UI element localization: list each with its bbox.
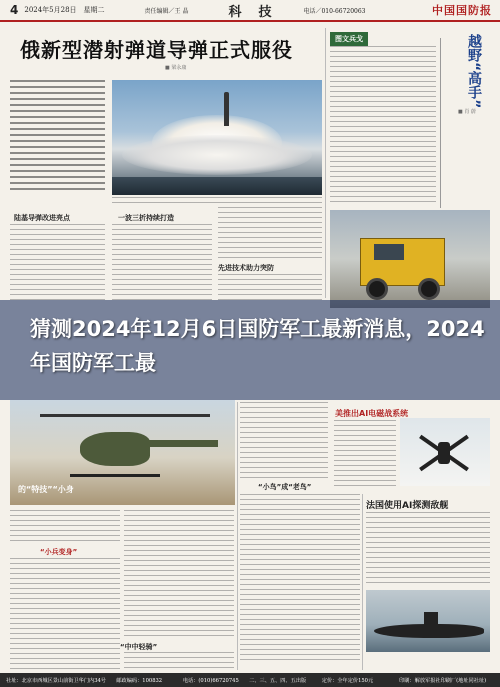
subhead-3: 先进技术助力突防	[218, 264, 274, 272]
lower-text-col-mid	[240, 402, 328, 478]
lower-left-text	[10, 510, 120, 544]
page-header	[0, 0, 500, 22]
drone-photo	[400, 418, 490, 486]
lower-text-col-mid2	[240, 494, 360, 664]
section-name: 科 技	[228, 4, 274, 20]
main-byline: ■ 梁永康	[165, 65, 187, 71]
paper-logo: 中国国防报	[432, 4, 492, 17]
body-text-col-3a	[218, 207, 322, 259]
subhead-1: 陆基导弹改进亮点	[14, 214, 70, 222]
banner-title: 猜测2024年12月6日国防军工最新消息，2024年国防军工最	[30, 317, 485, 375]
submarine-photo	[366, 590, 490, 652]
lower-center-text	[124, 510, 234, 638]
phone-number: 电话／010-66720063	[303, 7, 366, 15]
truck-photo	[330, 210, 490, 308]
photo-caption	[112, 197, 322, 205]
page-footer: 社址：北京市西城区景山前街卫华门内34号 邮政编码：100832 电话：(010)66720745 二、三、五、四、五出版 定价：全年定价150元 印刷：解放军报社印刷厂(地址同社址)	[0, 673, 500, 687]
body-text-col-2	[112, 224, 212, 300]
subhead-zhongqing: “中中轻骑”	[120, 643, 158, 651]
missile-launch-photo	[112, 80, 322, 195]
page-number: 4	[10, 3, 19, 17]
lower-left-text-2	[10, 558, 120, 670]
subhead-2: 一波三折持续打造	[118, 214, 174, 222]
right-text-col	[334, 420, 396, 490]
lower-center-text-2	[124, 652, 234, 670]
right-text-col-2	[366, 512, 490, 586]
helicopter-caption: 的“特技”“小身	[18, 485, 74, 494]
intro-column	[10, 80, 105, 210]
subhead-xiaoniao: “小鸟”成“老鸟”	[258, 483, 312, 491]
right-title-2: 法国使用AI探测敌舰	[366, 501, 449, 511]
body-text-col-1	[10, 224, 105, 300]
intro-text-block	[10, 80, 105, 190]
right-red-title: 美推出AI电磁战系统	[335, 409, 409, 418]
column-author: ■ 肖 蔚	[458, 109, 476, 115]
subhead-xiaobing: “小兵变身”	[40, 548, 78, 556]
main-headline: 俄新型潜射弹道导弹正式服役	[20, 38, 293, 62]
issue-date: 2024年5月28日 星期二	[24, 6, 105, 14]
body-text-col-3b	[218, 274, 322, 300]
column-text	[330, 46, 436, 204]
editor-credit: 责任编辑／王 晶	[144, 7, 189, 15]
column-tag: 图文兵戈	[330, 32, 368, 46]
column-vertical-title: 越野“高手”	[466, 34, 482, 109]
